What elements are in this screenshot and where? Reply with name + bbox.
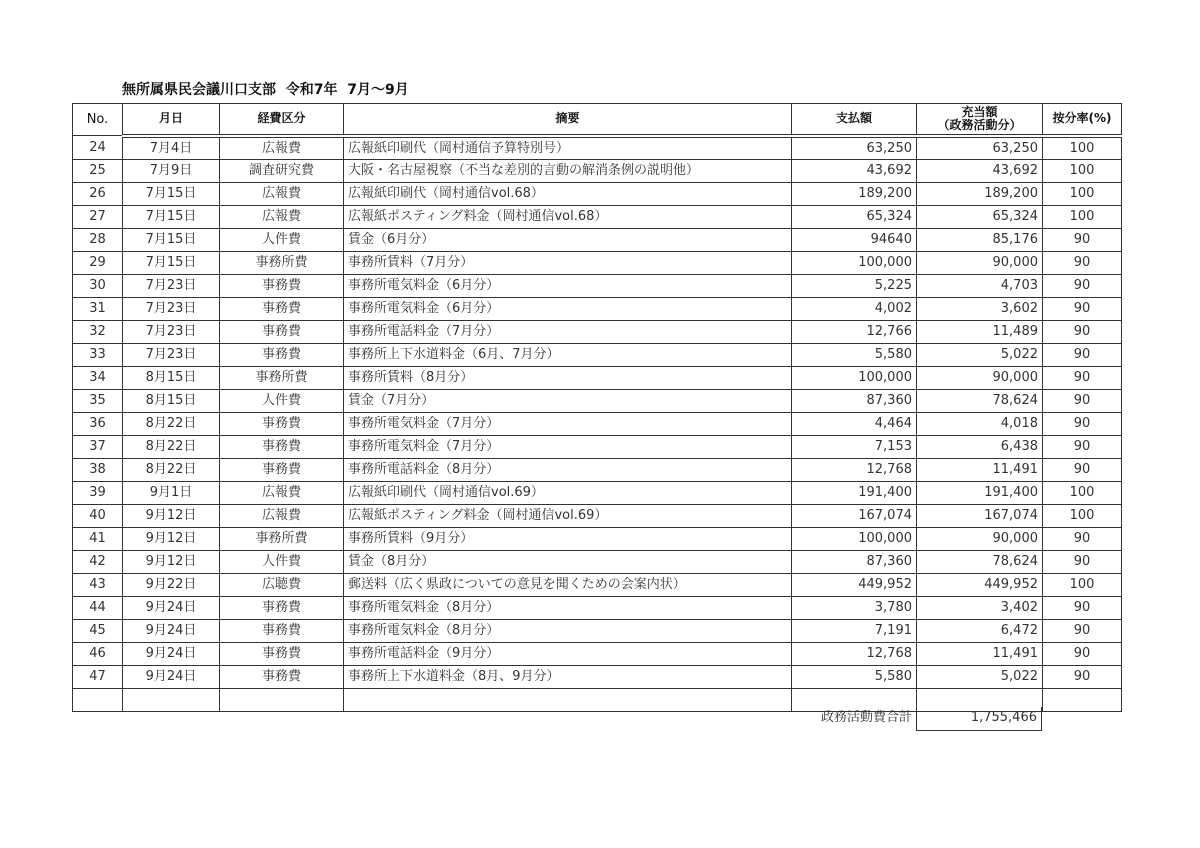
cell-paid: 12,768: [792, 458, 917, 481]
cell-allocated: 449,952: [917, 573, 1043, 596]
table-row: [73, 205, 1122, 228]
cell-allocated: 3,402: [917, 596, 1043, 619]
cell-category: 人件費: [220, 550, 344, 573]
cell-category: 広報費: [220, 504, 344, 527]
cell-paid: 87,360: [792, 550, 917, 573]
cell-allocated: 11,491: [917, 458, 1043, 481]
cell-rate: 90: [1043, 665, 1122, 688]
cell-paid: 94640: [792, 228, 917, 251]
cell-category: 事務費: [220, 596, 344, 619]
cell-allocated: 4,703: [917, 274, 1043, 297]
cell-allocated: 167,074: [917, 504, 1043, 527]
cell-allocated: 6,438: [917, 435, 1043, 458]
cell-description: 事務所電気料金（8月分）: [344, 619, 792, 642]
table-row: [73, 389, 1122, 412]
cell-rate: 90: [1043, 642, 1122, 665]
cell-allocated: 11,489: [917, 320, 1043, 343]
cell-date: 7月15日: [123, 251, 220, 274]
cell-rate: 90: [1043, 251, 1122, 274]
cell-paid: 43,692: [792, 159, 917, 182]
cell-category: 調査研究費: [220, 159, 344, 182]
cell-allocated: 6,472: [917, 619, 1043, 642]
table-row: [73, 550, 1122, 573]
cell-paid: 63,250: [792, 136, 917, 160]
cell-paid: 12,766: [792, 320, 917, 343]
cell-allocated: 90,000: [917, 527, 1043, 550]
table-row: [73, 458, 1122, 481]
cell-category: 広報費: [220, 182, 344, 205]
cell-paid: 100,000: [792, 366, 917, 389]
cell-description: 広報紙印刷代（岡村通信vol.68）: [344, 182, 792, 205]
table-row: [73, 136, 1122, 160]
cell-description: 事務所電気料金（7月分）: [344, 435, 792, 458]
cell-paid: 65,324: [792, 205, 917, 228]
cell-description: [344, 688, 792, 711]
cell-paid: 189,200: [792, 182, 917, 205]
cell-rate: 100: [1043, 136, 1122, 160]
table-row: [73, 642, 1122, 665]
cell-no: 26: [73, 182, 123, 205]
cell-no: 43: [73, 573, 123, 596]
table-row: [73, 251, 1122, 274]
cell-paid: 100,000: [792, 251, 917, 274]
cell-paid: 3,780: [792, 596, 917, 619]
cell-rate: 100: [1043, 182, 1122, 205]
cell-no: 44: [73, 596, 123, 619]
cell-no: 28: [73, 228, 123, 251]
cell-date: 8月15日: [123, 366, 220, 389]
cell-category: 事務所費: [220, 366, 344, 389]
cell-description: 広報紙ポスティング料金（岡村通信vol.69）: [344, 504, 792, 527]
cell-date: 7月15日: [123, 182, 220, 205]
cell-paid: 4,464: [792, 412, 917, 435]
cell-allocated: 43,692: [917, 159, 1043, 182]
table-row: [73, 366, 1122, 389]
cell-description: 郵送料（広く県政についての意見を聞くための会案内状）: [344, 573, 792, 596]
cell-description: 事務所賃料（7月分）: [344, 251, 792, 274]
cell-rate: 90: [1043, 458, 1122, 481]
header-paid: 支払額: [792, 104, 917, 136]
cell-description: 事務所電話料金（7月分）: [344, 320, 792, 343]
cell-date: 9月24日: [123, 596, 220, 619]
table-row: [73, 504, 1122, 527]
total-value: 1,755,466: [916, 707, 1042, 731]
cell-allocated: 85,176: [917, 228, 1043, 251]
cell-rate: 90: [1043, 366, 1122, 389]
cell-category: 事務所費: [220, 527, 344, 550]
table-row: [73, 527, 1122, 550]
cell-date: 9月12日: [123, 504, 220, 527]
header-allocated: [917, 104, 1043, 136]
table-row: [73, 320, 1122, 343]
total-label: 政務活動費合計: [820, 710, 912, 725]
cell-description: 事務所電話料金（9月分）: [344, 642, 792, 665]
cell-description: 広報紙印刷代（岡村通信vol.69）: [344, 481, 792, 504]
cell-allocated: 11,491: [917, 642, 1043, 665]
header-allocated-line2: （政務活動分）: [937, 117, 1022, 132]
cell-description: 大阪・名古屋視察（不当な差別的言動の解消条例の説明他）: [344, 159, 792, 182]
cell-paid: 449,952: [792, 573, 917, 596]
cell-date: 9月22日: [123, 573, 220, 596]
table-row: [73, 297, 1122, 320]
cell-allocated: 191,400: [917, 481, 1043, 504]
cell-date: 8月22日: [123, 412, 220, 435]
cell-rate: 90: [1043, 297, 1122, 320]
cell-date: 9月24日: [123, 665, 220, 688]
cell-description: 事務所上下水道料金（6月、7月分）: [344, 343, 792, 366]
cell-allocated: 3,602: [917, 297, 1043, 320]
cell-no: 27: [73, 205, 123, 228]
cell-category: 人件費: [220, 389, 344, 412]
table-row: [73, 435, 1122, 458]
cell-no: 31: [73, 297, 123, 320]
cell-category: 広聴費: [220, 573, 344, 596]
header-allocated-line1: 充当額: [961, 104, 998, 119]
cell-no: 32: [73, 320, 123, 343]
header-description: 摘要: [344, 104, 792, 136]
cell-paid: 7,191: [792, 619, 917, 642]
cell-allocated: 78,624: [917, 389, 1043, 412]
cell-rate: 100: [1043, 481, 1122, 504]
cell-date: 7月23日: [123, 320, 220, 343]
cell-rate: 90: [1043, 596, 1122, 619]
table-row: [73, 228, 1122, 251]
cell-no: 42: [73, 550, 123, 573]
cell-allocated: 4,018: [917, 412, 1043, 435]
cell-allocated: 63,250: [917, 136, 1043, 160]
cell-description: 賃金（6月分）: [344, 228, 792, 251]
cell-paid: 5,580: [792, 665, 917, 688]
cell-category: 事務費: [220, 320, 344, 343]
table-body: [73, 136, 1122, 712]
cell-allocated: 78,624: [917, 550, 1043, 573]
cell-description: 事務所電話料金（8月分）: [344, 458, 792, 481]
cell-date: 8月22日: [123, 435, 220, 458]
cell-no: 45: [73, 619, 123, 642]
table-row: [73, 159, 1122, 182]
cell-no: 34: [73, 366, 123, 389]
cell-no: 25: [73, 159, 123, 182]
cell-description: 事務所賃料（8月分）: [344, 366, 792, 389]
table-header-row: [73, 104, 1122, 136]
cell-category: 事務費: [220, 642, 344, 665]
table-row: [73, 343, 1122, 366]
cell-rate: 90: [1043, 228, 1122, 251]
table-row: [73, 481, 1122, 504]
cell-description: 事務所電気料金（7月分）: [344, 412, 792, 435]
cell-allocated: 5,022: [917, 343, 1043, 366]
cell-description: 賃金（8月分）: [344, 550, 792, 573]
cell-date: 7月15日: [123, 205, 220, 228]
cell-no: 35: [73, 389, 123, 412]
cell-paid: 7,153: [792, 435, 917, 458]
table-row: [73, 412, 1122, 435]
table-row: [73, 182, 1122, 205]
cell-rate: 90: [1043, 550, 1122, 573]
cell-allocated: 65,324: [917, 205, 1043, 228]
cell-paid: 12,768: [792, 642, 917, 665]
cell-date: 9月24日: [123, 642, 220, 665]
cell-no: 37: [73, 435, 123, 458]
cell-rate: 90: [1043, 343, 1122, 366]
cell-date: 7月15日: [123, 228, 220, 251]
cell-date: 7月23日: [123, 297, 220, 320]
cell-rate: 100: [1043, 205, 1122, 228]
table-row: [73, 665, 1122, 688]
cell-date: 7月23日: [123, 343, 220, 366]
cell-no: 36: [73, 412, 123, 435]
cell-category: 人件費: [220, 228, 344, 251]
cell-rate: 90: [1043, 619, 1122, 642]
document-title: 無所属県民会議川口支部 令和7年 7月～9月: [122, 82, 409, 98]
cell-date: 9月1日: [123, 481, 220, 504]
cell-paid: 167,074: [792, 504, 917, 527]
cell-date: 7月23日: [123, 274, 220, 297]
cell-category: 事務費: [220, 343, 344, 366]
table-row: [73, 619, 1122, 642]
cell-rate: 90: [1043, 527, 1122, 550]
cell-rate: 100: [1043, 504, 1122, 527]
cell-rate: 100: [1043, 159, 1122, 182]
cell-no: 41: [73, 527, 123, 550]
cell-date: 7月4日: [123, 136, 220, 160]
cell-paid: 4,002: [792, 297, 917, 320]
cell-category: 事務費: [220, 458, 344, 481]
cell-no: 24: [73, 136, 123, 160]
cell-category: 広報費: [220, 481, 344, 504]
cell-no: 30: [73, 274, 123, 297]
table-row: [73, 573, 1122, 596]
cell-allocated: 90,000: [917, 251, 1043, 274]
cell-no: 39: [73, 481, 123, 504]
cell-no: 47: [73, 665, 123, 688]
cell-date: 9月12日: [123, 550, 220, 573]
cell-description: 事務所電気料金（8月分）: [344, 596, 792, 619]
cell-category: 広報費: [220, 205, 344, 228]
cell-description: 賃金（7月分）: [344, 389, 792, 412]
cell-rate: [1043, 688, 1122, 711]
header-date: 月日: [123, 104, 220, 136]
cell-category: 広報費: [220, 136, 344, 160]
cell-date: 8月22日: [123, 458, 220, 481]
header-no: No.: [73, 104, 123, 136]
cell-no: 46: [73, 642, 123, 665]
cell-rate: 90: [1043, 274, 1122, 297]
cell-description: 事務所賃料（9月分）: [344, 527, 792, 550]
cell-category: 事務所費: [220, 251, 344, 274]
cell-description: 事務所電気料金（6月分）: [344, 297, 792, 320]
cell-category: 事務費: [220, 435, 344, 458]
cell-date: 8月15日: [123, 389, 220, 412]
table-row: [73, 274, 1122, 297]
cell-rate: 90: [1043, 320, 1122, 343]
cell-description: 広報紙印刷代（岡村通信予算特別号）: [344, 136, 792, 160]
expense-table: [72, 103, 1122, 712]
cell-allocated: 90,000: [917, 366, 1043, 389]
cell-paid: 87,360: [792, 389, 917, 412]
cell-category: 事務費: [220, 665, 344, 688]
cell-allocated: 5,022: [917, 665, 1043, 688]
cell-category: 事務費: [220, 274, 344, 297]
cell-paid: 100,000: [792, 527, 917, 550]
cell-no: 38: [73, 458, 123, 481]
cell-no: 29: [73, 251, 123, 274]
cell-rate: 90: [1043, 389, 1122, 412]
cell-category: 事務費: [220, 412, 344, 435]
cell-no: 33: [73, 343, 123, 366]
total-row: [791, 707, 1042, 731]
cell-paid: 5,225: [792, 274, 917, 297]
cell-no: 40: [73, 504, 123, 527]
cell-date: 9月12日: [123, 527, 220, 550]
table-row: [73, 596, 1122, 619]
header-category: 経費区分: [220, 104, 344, 136]
cell-description: 事務所上下水道料金（8月、9月分）: [344, 665, 792, 688]
cell-rate: 90: [1043, 435, 1122, 458]
cell-description: 広報紙ポスティング料金（岡村通信vol.68）: [344, 205, 792, 228]
cell-date: 7月9日: [123, 159, 220, 182]
cell-category: 事務費: [220, 297, 344, 320]
cell-description: 事務所電気料金（6月分）: [344, 274, 792, 297]
cell-allocated: 189,200: [917, 182, 1043, 205]
cell-paid: 5,580: [792, 343, 917, 366]
cell-no: [73, 688, 123, 711]
cell-category: 事務費: [220, 619, 344, 642]
cell-paid: 191,400: [792, 481, 917, 504]
cell-category: [220, 688, 344, 711]
header-rate: 按分率(%): [1043, 104, 1122, 136]
cell-date: [123, 688, 220, 711]
cell-rate: 90: [1043, 412, 1122, 435]
cell-date: 9月24日: [123, 619, 220, 642]
cell-rate: 100: [1043, 573, 1122, 596]
